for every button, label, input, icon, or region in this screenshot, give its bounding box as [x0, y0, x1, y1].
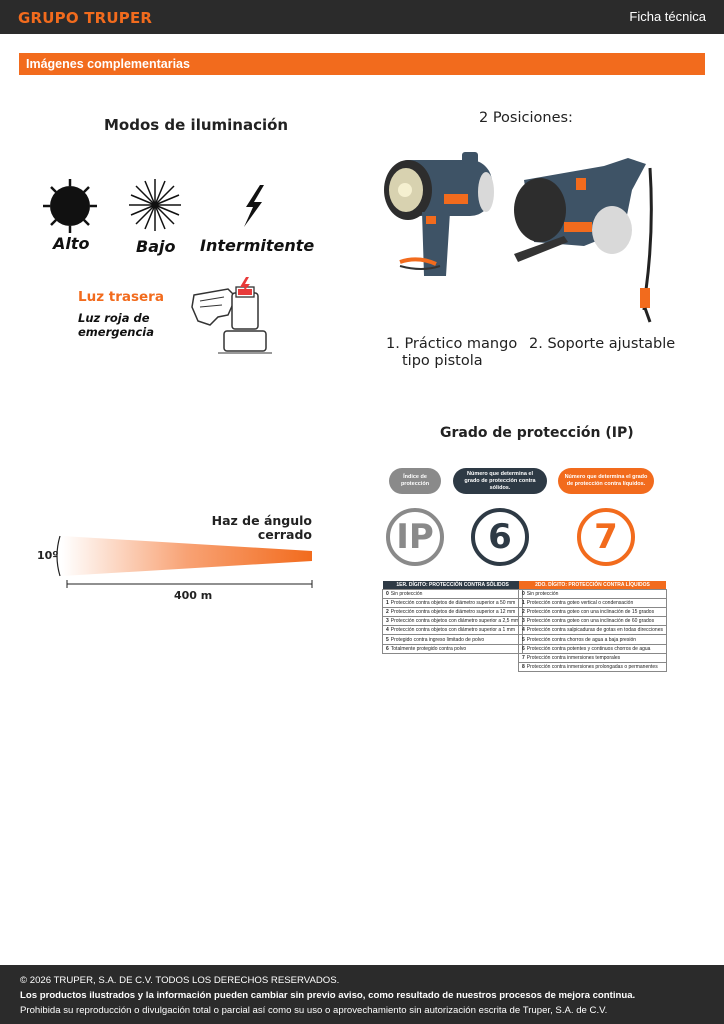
table-cell — [383, 598, 523, 607]
row-description: Protección contra goteo vertical o condensación — [526, 599, 634, 606]
position-1-caption-line2: tipo pistola — [402, 353, 483, 369]
table-cell — [383, 644, 523, 653]
liquids-table-header: 2DO. DÍGITO: PROTECCIÓN CONTRA LÍQUIDOS — [519, 581, 667, 589]
document-type: Ficha técnica — [629, 9, 706, 24]
sun-full-icon — [42, 178, 98, 234]
row-digit: 2 — [522, 608, 525, 615]
table-row — [519, 617, 667, 626]
table-cell — [519, 653, 667, 662]
row-description: Protección contra inmersiones prolongadas o permanentes — [526, 664, 658, 671]
row-digit: 8 — [522, 664, 525, 671]
footer-notice: Los productos ilustrados y la información pueden cambiar sin previo aviso, como resultado de nuestros procesos de mejora continua. — [20, 990, 636, 1001]
row-digit: 3 — [522, 618, 525, 625]
row-digit: 6 — [522, 645, 525, 652]
table-row — [383, 635, 523, 644]
beam-angle: 10º — [37, 549, 59, 562]
table-cell — [519, 644, 667, 653]
row-description: Protección contra objetos de diámetro superior a 12 mm — [390, 608, 516, 615]
row-digit: 1 — [386, 599, 389, 606]
position-2-caption: 2. Soporte ajustable — [529, 336, 676, 352]
table-row — [519, 598, 667, 607]
table-cell — [519, 607, 667, 616]
row-digit: 0 — [522, 590, 525, 597]
ip-ring: IP — [386, 508, 444, 566]
row-description: Protegido contra ingreso limitado de polvo — [390, 636, 485, 643]
row-digit: 6 — [386, 645, 389, 652]
table-row — [383, 589, 523, 598]
table-cell — [519, 663, 667, 672]
row-digit: 2 — [386, 608, 389, 615]
table-row — [383, 626, 523, 635]
table-row — [519, 607, 667, 616]
mode-label-intermitente: Intermitente — [200, 236, 315, 255]
row-description: Protección contra salpicaduras de gotas en todas direcciones — [526, 627, 663, 634]
row-description: Totalmente protegido contra polvo — [390, 645, 467, 652]
beam-label-line1: Haz de ángulo — [211, 513, 312, 528]
table-cell — [519, 598, 667, 607]
modes-title: Modos de iluminación — [104, 116, 289, 134]
table-row — [383, 644, 523, 653]
row-digit: 4 — [522, 627, 525, 634]
table-row — [519, 663, 667, 672]
table-cell — [519, 626, 667, 635]
footer-copyright: © 2026 TRUPER, S.A. DE C.V. TODOS LOS DERECHOS RESERVADOS. — [20, 975, 340, 986]
brand-logo: GRUPO TRUPER — [18, 9, 153, 27]
row-description: Protección contra goteo con una inclinación de 15 grados — [526, 608, 655, 615]
lightning-icon — [240, 185, 266, 227]
rear-light-subtitle: Luz roja de emergencia — [78, 311, 154, 339]
solids-digit-ring: 6 — [471, 508, 529, 566]
solids-table — [382, 581, 523, 654]
table-row — [519, 626, 667, 635]
positions-title: 2 Posiciones: — [479, 110, 573, 126]
top-bar — [0, 0, 724, 34]
solids-table-header: 1ER. DÍGITO: PROTECCIÓN CONTRA SÓLIDOS — [383, 581, 523, 589]
table-cell — [383, 617, 523, 626]
row-description: Protección contra inmersiones temporales — [526, 654, 621, 661]
table-cell — [383, 635, 523, 644]
row-digit: 3 — [386, 618, 389, 625]
row-description: Sin protección — [390, 590, 423, 597]
table-cell — [519, 589, 667, 598]
table-row — [519, 653, 667, 662]
position-1-caption-line1: 1. Práctico mango — [386, 336, 518, 352]
row-description: Protección contra objetos con diámetro superior a 2,5 mm — [390, 618, 520, 625]
row-description: Protección contra chorros de agua a baja presión — [526, 636, 637, 643]
footer — [0, 965, 724, 1024]
row-description: Sin protección — [526, 590, 559, 597]
beam-distance: 400 m — [174, 589, 213, 602]
row-description: Protección contra objetos de diámetro superior a 50 mm — [390, 599, 516, 606]
table-row — [383, 607, 523, 616]
liquids-table — [518, 581, 667, 672]
flashlight-stand-photo — [504, 150, 664, 330]
table-row — [383, 617, 523, 626]
table-cell — [383, 626, 523, 635]
mode-label-alto: Alto — [53, 234, 90, 253]
beam-label-line2: cerrado — [257, 527, 312, 542]
solids-digit-pill: Número que determina el grado de protección contra sólidos. — [453, 468, 547, 494]
row-digit: 4 — [386, 627, 389, 634]
row-description: Protección contra objetos con diámetro superior a 1 mm — [390, 627, 516, 634]
table-cell — [383, 607, 523, 616]
row-description: Protección contra goteo con una inclinación de 60 grados — [526, 618, 655, 625]
section-title: Imágenes complementarias — [26, 57, 190, 71]
table-row — [519, 635, 667, 644]
row-digit: 5 — [522, 636, 525, 643]
rear-light-illustration — [188, 275, 276, 357]
table-cell — [519, 617, 667, 626]
row-digit: 7 — [522, 654, 525, 661]
table-cell — [383, 589, 523, 598]
liquids-digit-pill: Número que determina el grado de protección contra líquidos. — [558, 468, 654, 494]
beam-diagram — [52, 532, 316, 592]
liquids-digit-ring: 7 — [577, 508, 635, 566]
table-row — [383, 598, 523, 607]
rear-light-title: Luz trasera — [78, 289, 164, 305]
section-header — [19, 53, 705, 75]
ip-index-pill: Índice de protección — [389, 468, 441, 494]
ip-title: Grado de protección (IP) — [440, 425, 634, 441]
footer-legal: Prohibida su reproducción o divulgación total o parcial así como su uso o aprovechamiento sin autorización escrita de Truper, S.A. de C.V. — [20, 1005, 608, 1016]
row-digit: 5 — [386, 636, 389, 643]
table-row — [519, 589, 667, 598]
row-description: Protección contra potentes y continuos chorros de agua — [526, 645, 651, 652]
table-cell — [519, 635, 667, 644]
mode-label-bajo: Bajo — [136, 237, 176, 256]
table-row — [519, 644, 667, 653]
row-digit: 1 — [522, 599, 525, 606]
flashlight-pistol-photo — [378, 152, 498, 282]
sun-rays-icon — [127, 177, 183, 233]
row-digit: 0 — [386, 590, 389, 597]
